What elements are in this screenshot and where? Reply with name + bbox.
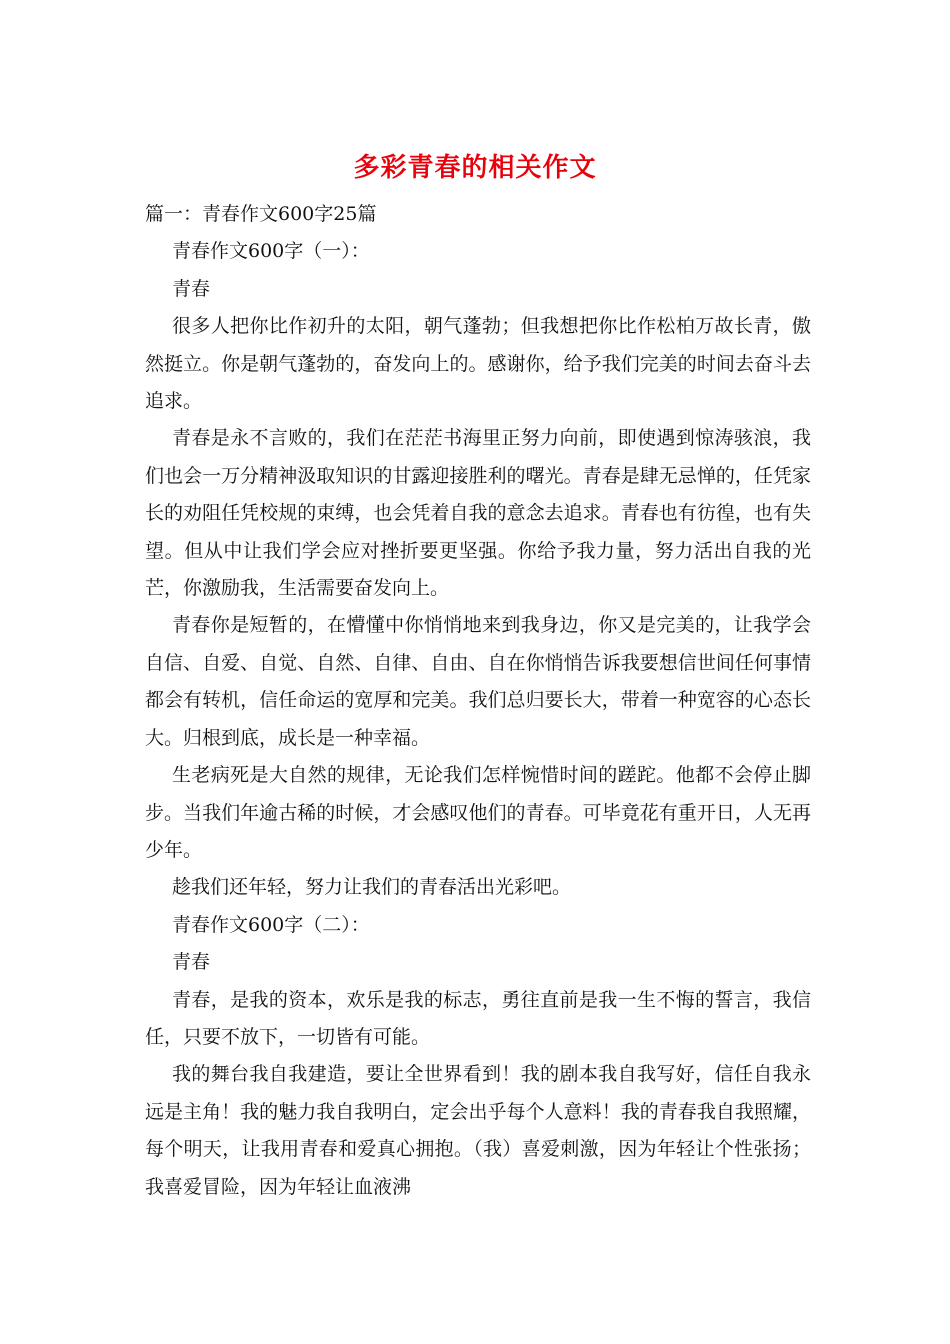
paragraph: 生老病死是大自然的规律，无论我们怎样惋惜时间的蹉跎。他都不会停止脚步。当我们年逾古稀的时候，才会感叹他们的青春。可毕竟花有重开日，人无再少年。 [145, 764, 811, 861]
paragraph: 青春你是短暂的，在懵懂中你悄悄地来到我身边，你又是完美的，让我学会自信、自爱、自觉、自然、自律、自由、自在你悄悄告诉我要想信世间任何事情都会有转机，信任命运的宽厚和完美。我们总归要长大，带着一种宽容的心态长大。归根到底，成长是一种幸福。 [145, 614, 811, 749]
essay-subheading: 青春作文600字（一）： [172, 240, 370, 263]
section-heading: 篇一：青春作文600字25篇 [145, 203, 377, 225]
paragraph: 很多人把你比作初升的太阳，朝气蓬勃；但我想把你比作松柏万故长青，傲然挺立。你是朝气蓬勃的，奋发向上的。感谢你，给予我们完美的时间去奋斗去追求。 [145, 315, 811, 413]
essay-title: 青春 [172, 951, 211, 974]
document-title: 多彩青春的相关作文 [353, 153, 597, 183]
paragraph: 青春，是我的资本，欢乐是我的标志，勇往直前是我一生不悔的誓言，我信任，只要不放下，一切皆有可能。 [145, 988, 811, 1048]
essay-subheading: 青春作文600字（二）： [172, 913, 370, 936]
paragraph: 趁我们还年轻，努力让我们的青春活出光彩吧。 [172, 876, 572, 899]
paragraph: 我的舞台我自我建造，要让全世界看到！我的剧本我自我写好，信任自我永远是主角！我的魅力我自我明白，定会出乎每个人意料！我的青春我自我照耀，每个明天，让我用青春和爱真心拥抱。（我）喜爱刺激，因为年轻让个性张扬；我喜爱冒险，因为年轻让血液沸 [145, 1063, 811, 1198]
paragraph: 青春是永不言败的，我们在茫茫书海里正努力向前，即使遇到惊涛骇浪，我们也会一万分精神汲取知识的甘露迎接胜利的曙光。青春是肆无忌惮的，任凭家长的劝阻任凭校规的束缚，也会凭着自我的意念去追求。青春也有彷徨，也有失望。但从中让我们学会应对挫折要更坚强。你给予我力量，努力活出自我的光芒，你激励我，生活需要奋发向上。 [145, 427, 811, 600]
essay-title: 青春 [172, 277, 211, 300]
document-body [145, 196, 811, 1206]
